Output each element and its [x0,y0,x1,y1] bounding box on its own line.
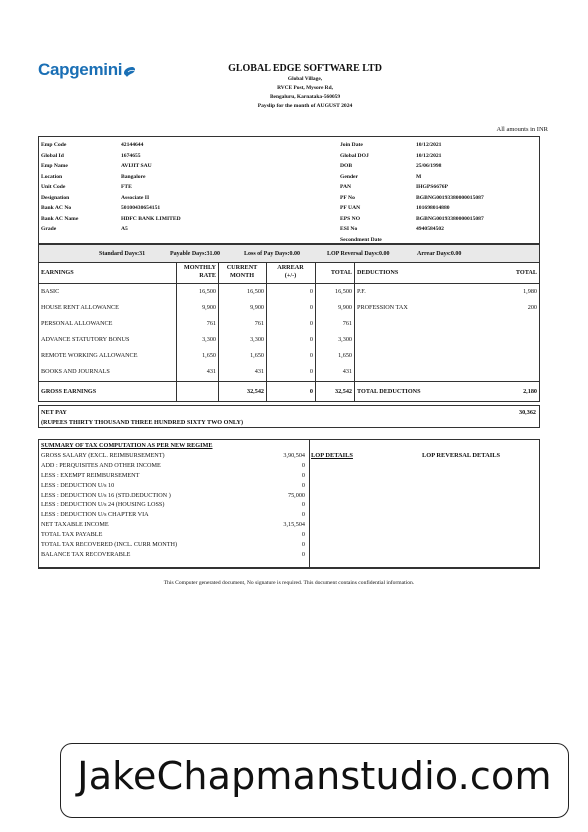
earning-current: 16,500 [246,288,264,295]
earning-name: REMOTE WORKING ALLOWANCE [41,352,138,359]
employee-left-labels [41,140,78,235]
field-label: Emp Code [41,142,67,148]
earning-name: PERSONAL ALLOWANCE [41,320,113,327]
deduction-name: P.F. [357,288,366,295]
net-pay-section [38,405,540,428]
total-deductions-label: TOTAL DEDUCTIONS [357,388,421,395]
arrear-header [266,264,315,280]
tax-row-value: 0 [301,481,305,489]
total-header: TOTAL [330,269,352,276]
payslip-header [150,63,460,109]
field-value: HDFC BANK LIMITED [121,215,181,222]
earning-name: BOOKS AND JOURNALS [41,368,110,375]
address-line-1: Global Village, [287,76,323,82]
tax-computation-section [38,439,540,569]
earning-rate: 9,900 [202,304,216,311]
employee-details [38,136,540,244]
field-value: FTE [121,184,132,190]
header-line: (+/-) [284,272,297,279]
earning-name: HOUSE RENT ALLOWANCE [41,304,119,311]
field-label: DOB [340,163,353,169]
earnings-deductions-table [38,262,540,402]
earning-current: 431 [254,368,264,375]
gross-current: 32,542 [246,388,264,395]
field-label: ESI No [340,226,358,232]
watermark-banner [60,743,569,818]
header-line: CURRENT [226,264,258,271]
tax-title-spacer [239,441,305,451]
tax-row-value: 75,000 [287,491,305,499]
earning-name: BASIC [41,288,60,295]
tax-row-label: BALANCE TAX RECOVERABLE [41,550,131,558]
tax-summary-title: SUMMARY OF TAX COMPUTATION AS PER NEW REGIME [41,442,213,449]
tax-row-label: NET TAXABLE INCOME [41,521,109,529]
earning-rate: 431 [206,368,216,375]
lop-details-heading: LOP DETAILS [311,452,353,459]
earning-name: ADVANCE STATUTORY BONUS [41,336,130,343]
header-divider [39,283,539,284]
earning-current: 1,650 [250,352,264,359]
tax-row-label: TOTAL TAX PAYABLE [41,531,103,539]
deduction-amount: 1,980 [523,288,537,295]
field-label: Grade [41,226,57,232]
tax-row-label: LESS : DEDUCTION U/s CHAPTER VIA [41,511,149,519]
field-value: BGBNG00193380000015087 [416,215,484,222]
tax-row-value: 0 [301,531,305,539]
tax-row-value: 3,90,504 [283,451,305,459]
company-logo [38,60,137,80]
tax-row-value: 0 [301,501,305,509]
days-summary [38,244,540,263]
field-value: M [416,173,422,180]
employee-left-values [121,140,181,235]
employee-right-labels [340,140,382,245]
tax-row-label: LESS : DEDUCTION U/s 10 [41,481,115,489]
field-label: PF UAN [340,205,361,211]
tax-row-label: LESS : DEDUCTION U/s 24 (HOUSING LOSS) [41,501,165,509]
tax-values [239,441,305,560]
earning-arrear: 0 [309,320,313,327]
header-line: ARREAR [277,264,304,271]
earning-rate: 3,300 [202,336,216,343]
field-value: 10/12/2021 [416,142,442,148]
header-line: RATE [199,272,216,279]
field-value: Associate II [121,194,150,201]
net-pay-amount: 30,362 [518,409,536,416]
watermark-text: JakeChapmanstudio.com [77,754,552,798]
earning-current: 9,900 [250,304,264,311]
tax-row-value: 0 [301,461,305,469]
total-deductions-value: 2,180 [523,388,537,395]
field-label: EPS NO [340,215,361,222]
net-pay-words: (RUPEES THIRTY THOUSAND THREE HUNDRED SIXTY TWO ONLY) [41,419,244,426]
field-label: Location [41,173,63,180]
tax-labels [41,441,213,560]
earning-rate: 16,500 [198,288,216,295]
currency-note: All amounts in INR [496,126,548,133]
field-value: 4940584502 [416,226,444,232]
deduction-name: PROFESSION TAX [357,304,408,311]
field-value: BGBNG00193380000015087 [416,194,484,201]
tax-row-label: LESS : EXEMPT REIMBURSEMENT [41,471,140,479]
field-label: Unit Code [41,184,66,190]
employee-right-values [416,140,484,245]
field-label: PAN [340,184,352,190]
earning-arrear: 0 [309,304,313,311]
lop-reversal-heading: LOP REVERSAL DETAILS [422,452,501,459]
earning-current: 3,300 [250,336,264,343]
footer-note: This Computer generated document, No signature is required. This document contains confidential information. [163,580,415,586]
deduction-amount: 200 [527,304,537,311]
field-value: 25/06/1998 [416,163,442,169]
field-value: 101698014880 [416,205,450,211]
gross-total: 32,542 [334,388,352,395]
field-label: Emp Name [41,163,68,169]
address-line-3: Bengaluru, Karnataka-560059 [269,94,341,100]
tax-row-value: 0 [301,541,305,549]
earning-current: 761 [254,320,264,327]
field-value: IHGPS6676P [416,184,449,190]
tax-row-value: 0 [301,550,305,558]
tax-row-value: 0 [301,471,305,479]
lop-days: Loss of Pay Days:0.00 [244,251,301,257]
field-value: 10/12/2021 [416,152,442,159]
payable-days: Payable Days:31.00 [170,251,220,257]
field-label: Gender [340,173,359,180]
field-value: 42144644 [121,142,144,148]
monthly-rate-header [176,264,216,280]
spade-icon [123,66,137,78]
earning-rate: 1,650 [202,352,216,359]
tax-row-value: 3,15,504 [283,521,305,529]
field-label: Bank AC No [41,205,72,211]
gross-earnings-label: GROSS EARNINGS [41,388,97,395]
earning-arrear: 0 [309,336,313,343]
earning-arrear: 0 [309,352,313,359]
field-label: Bank AC Name [41,215,79,222]
earnings-header: EARNINGS [41,269,74,276]
current-month-header [218,264,266,280]
column-divider [309,440,310,567]
logo-text: Capgemini [38,60,123,79]
address-line-2: RVCE Post, Mysore Rd, [277,85,333,91]
field-value: A5 [121,226,128,232]
deductions-header: DEDUCTIONS [357,269,399,276]
earning-total: 3,300 [338,336,352,343]
gross-divider [39,381,539,382]
field-label: Global Id [41,152,64,159]
gross-arrear: 0 [309,388,313,395]
earning-arrear: 0 [309,288,313,295]
tax-row-label: LESS : DEDUCTION U/s 16 (STD.DEDUCTION ) [41,491,171,499]
tax-row-value: 0 [301,511,305,519]
field-value: 50100430654151 [121,205,161,211]
field-label: Secondment Date [340,236,382,243]
payslip-period: Payslip for the month of AUGUST 2024 [257,103,353,109]
earning-arrear: 0 [309,368,313,375]
earning-rate: 761 [206,320,216,327]
tax-row-label: GROSS SALARY (EXCL. REIMBURSEMENT) [41,451,165,459]
lop-reversal-days: LOP Reversal Days:0.00 [327,251,390,257]
header-line: MONTHLY [183,264,216,271]
earning-total: 16,500 [334,288,352,295]
net-pay-label: NET PAY [41,409,67,416]
field-value: 1674655 [121,152,141,159]
field-label: Global DOJ [340,152,369,159]
earning-total: 1,650 [338,352,352,359]
field-label: PF No [340,194,355,201]
tax-row-label: ADD : PERQUISITES AND OTHER INCOME [41,461,161,469]
company-name: GLOBAL EDGE SOFTWARE LTD [228,63,382,74]
standard-days: Standard Days:31 [99,251,146,257]
field-label: Join Date [340,142,363,148]
header-line: MONTH [229,272,255,279]
arrear-days: Arrear Days:0.00 [417,251,462,257]
field-value: AVIJIT SAU [121,163,152,169]
field-label: Designation [41,194,70,201]
field-value: Bangalore [121,173,146,180]
earning-total: 761 [342,320,352,327]
earning-total: 9,900 [338,304,352,311]
tax-row-label: TOTAL TAX RECOVERED (INCL. CURR MONTH) [41,541,178,549]
deduction-total-header: TOTAL [515,269,537,276]
earning-total: 431 [342,368,352,375]
